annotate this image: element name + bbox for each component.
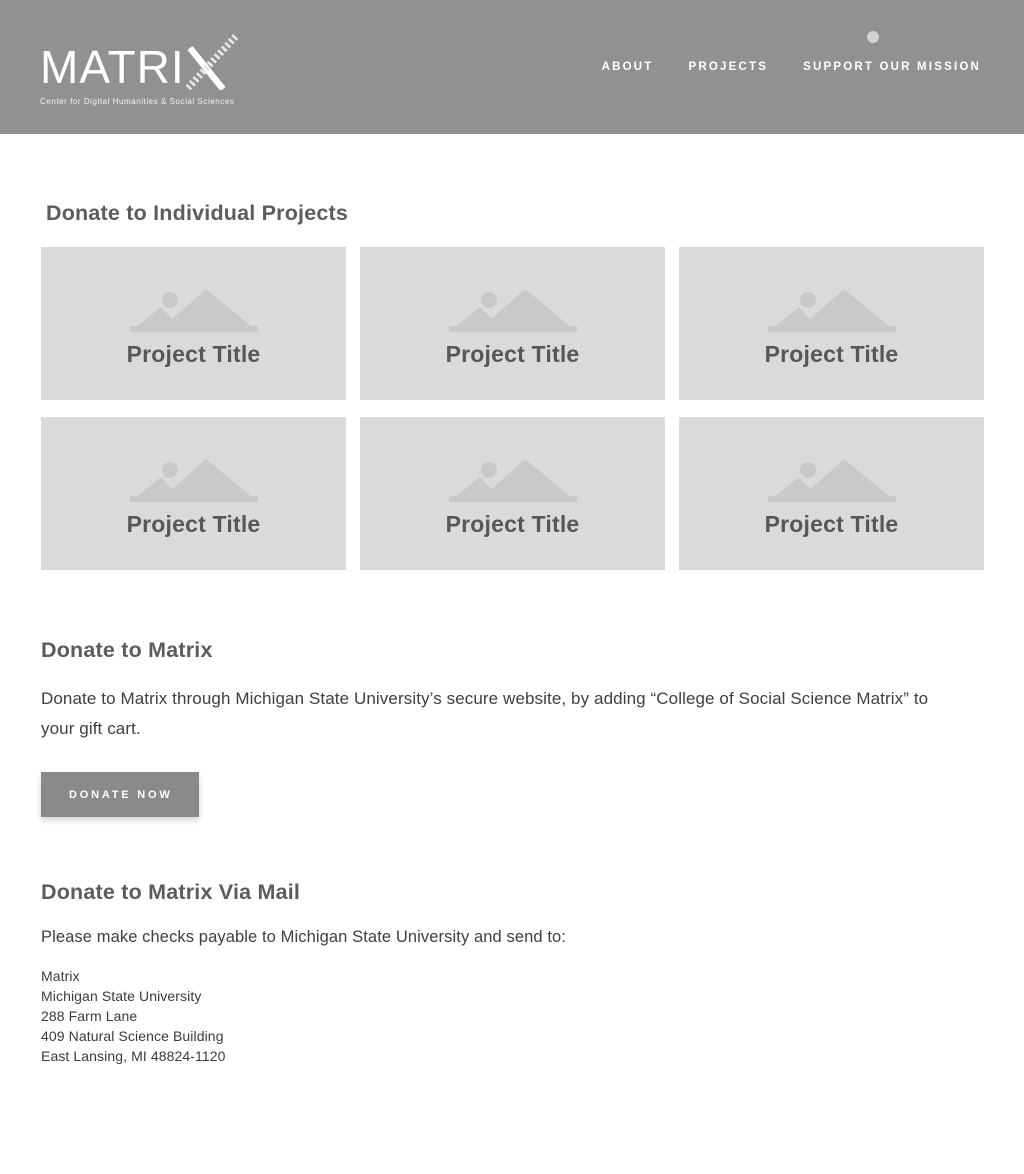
project-card-title: Project Title: [764, 510, 899, 537]
image-placeholder-icon: [449, 288, 577, 332]
project-card-title: Project Title: [445, 340, 580, 367]
image-placeholder-icon: [768, 458, 896, 502]
projects-grid: [41, 247, 984, 570]
donate-via-mail-section: [41, 880, 984, 1066]
project-card[interactable]: [41, 247, 346, 400]
project-card[interactable]: [360, 417, 665, 570]
logo-wordmark: [40, 32, 240, 93]
donate-to-matrix-section: [41, 638, 984, 817]
address-line: East Lansing, MI 48824-1120: [41, 1048, 226, 1064]
project-card-title: Project Title: [445, 510, 580, 537]
nav-link-about[interactable]: ABOUT: [601, 61, 654, 73]
page-content: [0, 201, 1024, 1066]
address-line: 409 Natural Science Building: [41, 1028, 224, 1044]
donate-now-button[interactable]: DONATE NOW: [41, 772, 199, 817]
project-card-title: Project Title: [126, 340, 261, 367]
nav-link-support-our-mission[interactable]: SUPPORT OUR MISSION: [803, 61, 981, 73]
individual-projects-section: [41, 201, 984, 570]
project-card[interactable]: [41, 417, 346, 570]
image-placeholder-icon: [130, 288, 258, 332]
mail-section-title: Donate to Matrix Via Mail: [41, 880, 301, 904]
project-card[interactable]: [679, 417, 984, 570]
cart-indicator-dot[interactable]: [867, 31, 879, 43]
mail-section-lead: Please make checks payable to Michigan State University and send to:: [41, 928, 566, 946]
mailing-address: [41, 966, 984, 1066]
nav-link-projects[interactable]: PROJECTS: [688, 61, 769, 73]
project-card[interactable]: [679, 247, 984, 400]
site-header: [0, 0, 1024, 134]
main-nav: [602, 61, 981, 73]
project-card-title: Project Title: [126, 510, 261, 537]
donate-section-body: Donate to Matrix through Michigan State University’s secure website, by adding “College of Social Science Matrix” to your gift cart.: [41, 689, 929, 738]
project-card-title: Project Title: [764, 340, 899, 367]
address-line: Matrix: [41, 968, 80, 984]
address-line: 288 Farm Lane: [41, 1008, 138, 1024]
address-line: Michigan State University: [41, 988, 202, 1004]
projects-section-title: Donate to Individual Projects: [46, 201, 349, 225]
image-placeholder-icon: [768, 288, 896, 332]
image-placeholder-icon: [449, 458, 577, 502]
logo-tagline: Center for Digital Humanities & Social Sciences: [40, 97, 235, 106]
project-card[interactable]: [360, 247, 665, 400]
donate-section-title: Donate to Matrix: [41, 638, 213, 662]
logo-x-icon: [186, 32, 240, 90]
image-placeholder-icon: [130, 458, 258, 502]
logo-text: MATRI: [40, 41, 185, 93]
logo[interactable]: [40, 32, 240, 106]
